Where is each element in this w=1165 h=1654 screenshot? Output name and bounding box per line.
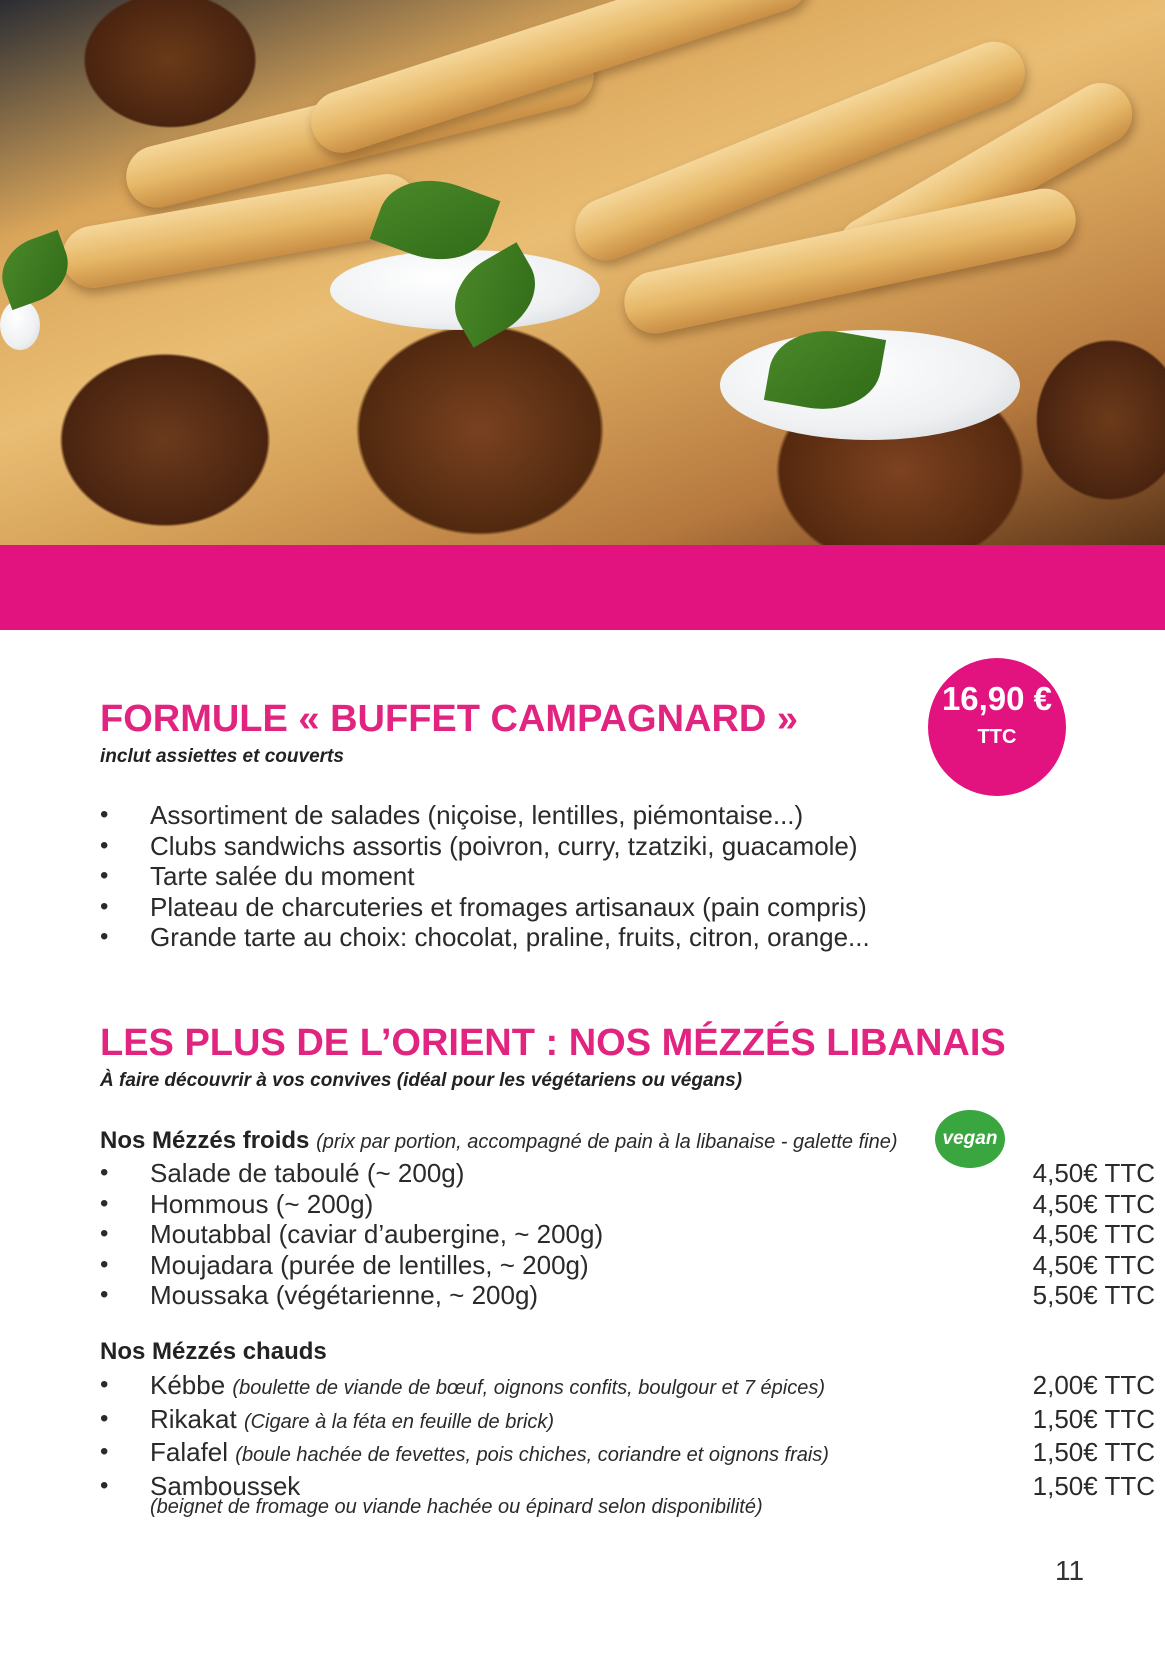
mezzes-subtitle: À faire découvrir à vos convives (idéal pour les végétariens ou végans) [100,1070,743,1091]
samboussek-note: (beignet de fromage ou viande hachée ou épinard selon disponibilité) [150,1496,763,1518]
item-name: Kébbe [150,1370,226,1400]
list-item: • Assortiment de salades (niçoise, lentilles, piémontaise...) [100,800,870,831]
list-item [100,1158,1155,1189]
buffet-subtitle: inclut assiettes et couverts [100,746,344,767]
item-price: 4,50€ TTC [1032,1188,1155,1219]
list-item [100,1250,1155,1281]
cold-heading-note: (prix par portion, accompagné de pain à la libanaise - galette fine) [316,1131,898,1153]
item-name: • Moutabbal (caviar d’aubergine, ~ 200g) [150,1219,604,1249]
buffet-title: FORMULE « BUFFET CAMPAGNARD » [100,698,799,740]
item-price: 1,50€ TTC [1032,1470,1155,1501]
item-note: (boule hachée de fevettes, pois chiches, coriandre et oignons frais) [235,1444,829,1466]
list-item [100,1437,1155,1471]
price-amount: 16,90 € [941,680,1053,717]
item-price: 4,50€ TTC [1032,1219,1155,1249]
accent-band [0,545,1165,630]
list-item [100,1219,1155,1250]
page-number: 11 [1055,1555,1085,1586]
price-badge [928,658,1066,796]
hero-food-photo [0,0,1165,545]
buffet-items [100,800,870,953]
item-price: 4,50€ TTC [1032,1158,1155,1188]
item-name: • Moussaka (végétarienne, ~ 200g) [150,1280,539,1310]
price-suffix: TTC [977,726,1017,748]
cold-mezzes-heading [100,1127,898,1155]
item-name: • Moujadara (purée de lentilles, ~ 200g) [150,1249,589,1280]
item-name: Falafel [150,1437,229,1467]
item-price: 1,50€ TTC [1032,1437,1155,1467]
list-item [100,1280,1155,1311]
list-item: • Tarte salée du moment [100,861,870,892]
item-price: 2,00€ TTC [1032,1370,1155,1400]
item-price: 4,50€ TTC [1032,1249,1155,1280]
list-item [100,1189,1155,1220]
list-item: • Clubs sandwichs assortis (poivron, curry, tzatziki, guacamole) [100,831,870,862]
item-price: 5,50€ TTC [1032,1280,1155,1310]
item-name: • Salade de taboulé (~ 200g) [150,1158,465,1188]
vegan-badge: vegan [935,1110,1005,1168]
cold-mezzes-list [100,1158,1155,1311]
list-item [100,1404,1155,1438]
item-note: (Cigare à la féta en feuille de brick) [243,1410,555,1433]
item-note: (boulette de viande de bœuf, oignons confits, boulgour et 7 épices) [232,1377,826,1399]
item-name: • Hommous (~ 200g) [150,1188,374,1219]
item-price: 1,50€ TTC [1032,1403,1155,1434]
list-item: • Plateau de charcuteries et fromages artisanaux (pain compris) [100,892,870,923]
sauce-dollop [0,300,40,350]
hot-mezzes-heading: Nos Mézzés chauds [100,1338,327,1365]
list-item [100,1370,1155,1404]
hot-mezzes-list [100,1370,1155,1501]
item-name: Rikakat [150,1403,237,1434]
cheese-roll [303,0,817,161]
mezzes-title: LES PLUS DE L’ORIENT : NOS MÉZZÉS LIBANAIS [100,1022,1006,1064]
item-name: Samboussek [150,1470,301,1501]
list-item: • Grande tarte au choix: chocolat, praline, fruits, citron, orange... [100,922,870,953]
cold-heading-label: Nos Mézzés froids [100,1127,310,1154]
